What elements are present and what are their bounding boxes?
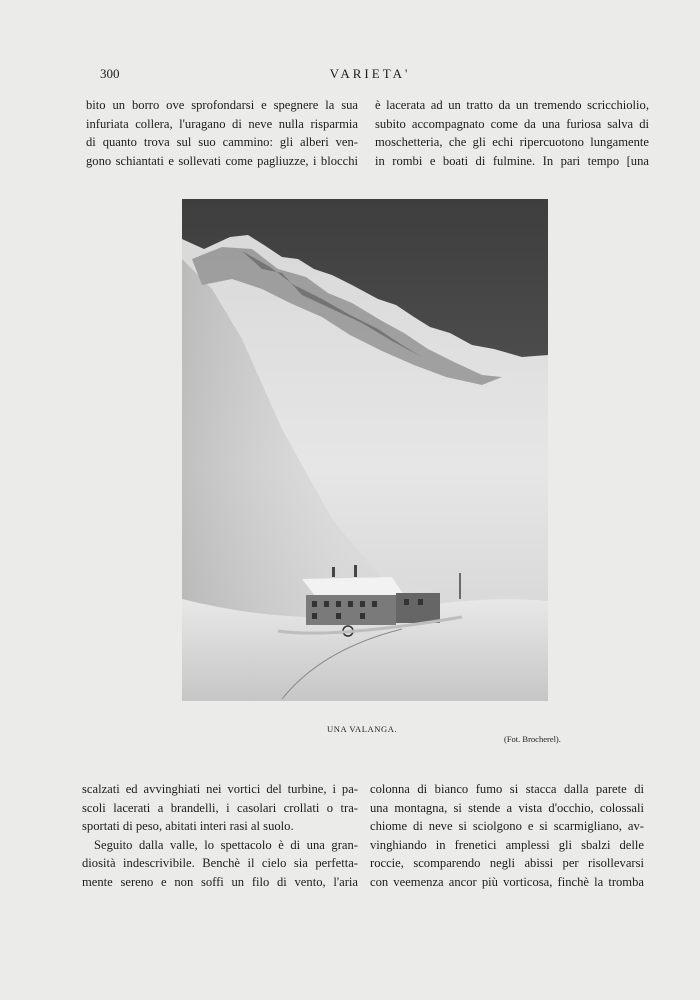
- text-line: scalzati ed avvinghiati nei vortici del turbine, i pa-: [82, 782, 358, 796]
- text-line: chiome di neve si sciolgono e si scarmigliano, av-: [370, 819, 644, 833]
- text-line: sportati di peso, abitati interi rasi al suolo.: [82, 819, 294, 833]
- running-head: VARIETA': [329, 66, 411, 81]
- text-line: subito accompagnato come da una furiosa salva di: [375, 116, 649, 131]
- text-line: colonna di bianco fumo si stacca dalla parete di: [370, 782, 644, 796]
- figure-caption: UNA VALANGA.: [327, 724, 398, 734]
- photo-credit: (Fot. Brocherel).: [504, 734, 561, 744]
- text-line: bito un borro ove sprofondarsi e spegnere la sua: [86, 98, 358, 112]
- text-line: una montagna, si stende a vista d'occhio, colossali: [370, 800, 644, 815]
- text-column-bottom-right: [370, 780, 644, 891]
- text-line: con veemenza ancor più vorticosa, finchè la tromba: [370, 874, 644, 889]
- text-column-bottom-left: [82, 780, 358, 891]
- text-line: gono schiantati e sollevati come pagliuzze, i blocchi: [86, 153, 358, 168]
- avalanche-photograph: [182, 199, 548, 701]
- text-line: roccie, scomparendo negli abissi per risollevarsi: [370, 856, 644, 870]
- text-line: diosità indescrivibile. Benchè il cielo sia perfetta-: [82, 856, 358, 870]
- text-line: Seguito dalla valle, lo spettacolo è di una gran-: [94, 837, 358, 852]
- text-column-top-right: [375, 96, 649, 170]
- page-number: 300: [100, 66, 120, 81]
- text-column-top-left: [86, 96, 358, 170]
- text-line: vinghiando in frenetici amplessi gli sbalzi delle: [370, 837, 644, 852]
- text-line: infuriata collera, l'uragano di neve nulla risparmia: [86, 116, 358, 131]
- text-line: scoli lacerati a brandelli, i casolari crollati o tra-: [82, 800, 358, 815]
- text-line: in rombi e boati di fulmine. In pari tempo [una: [375, 153, 649, 168]
- page-header: [0, 66, 700, 86]
- text-line: di quanto trova sul suo cammino: gli alberi ven-: [86, 135, 358, 149]
- text-line: è lacerata ad un tratto da un tremendo scricchiolio,: [375, 98, 649, 112]
- text-line: moschetteria, che gli echi ripercuotono lungamente: [375, 135, 649, 149]
- text-line: mente sereno e non soffi un filo di vento, l'aria: [82, 874, 358, 889]
